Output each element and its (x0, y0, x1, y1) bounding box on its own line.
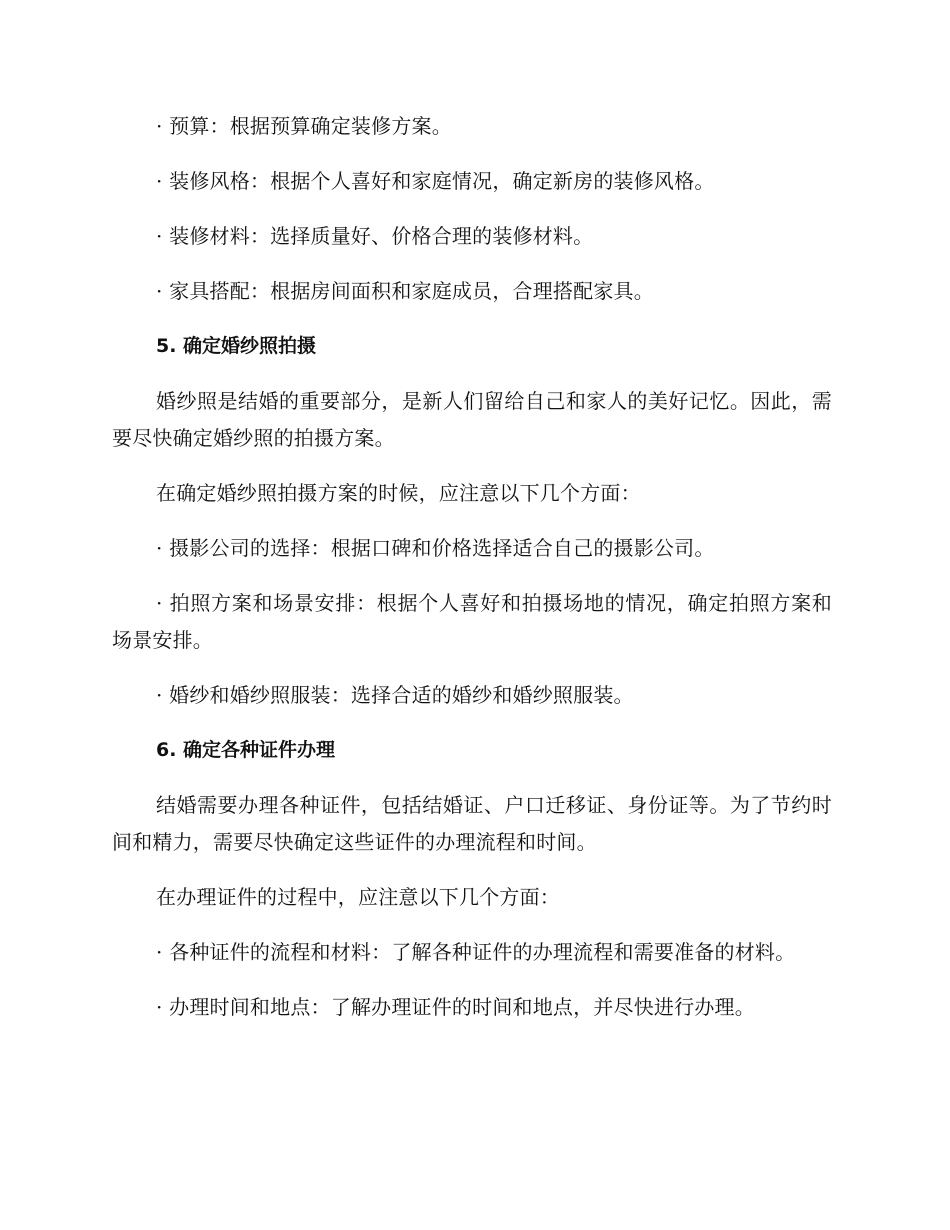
paragraph-wedding-photos-notes: 在确定婚纱照拍摄方案的时候，应注意以下几个方面： (156, 481, 641, 505)
paragraph-wedding-photos-intro: 婚纱照是结婚的重要部分，是新人们留给自己和家人的美好记忆。因此，需要尽快确定婚纱照的拍摄方案。 (112, 389, 832, 450)
paragraph-certificates-notes: 在办理证件的过程中，应注意以下几个方面： (156, 885, 560, 909)
bullet-budget: · 预算：根据预算确定装修方案。 (156, 114, 452, 138)
bullet-furniture: · 家具搭配：根据房间面积和家庭成员，合理搭配家具。 (156, 279, 654, 303)
bullet-certificate-time-place: · 办理时间和地点：了解办理证件的时间和地点，并尽快进行办理。 (156, 995, 755, 1019)
bullet-photo-studio: · 摄影公司的选择：根据口碑和价格选择适合自己的摄影公司。 (156, 536, 715, 560)
bullet-decoration-materials: · 装修材料：选择质量好、价格合理的装修材料。 (156, 224, 594, 248)
bullet-decoration-style: · 装修风格：根据个人喜好和家庭情况，确定新房的装修风格。 (156, 169, 715, 193)
section-heading-certificates: 6. 确定各种证件办理 (156, 739, 336, 761)
bullet-wedding-dress: · 婚纱和婚纱照服装：选择合适的婚纱和婚纱照服装。 (156, 683, 634, 707)
paragraph-certificates-intro: 结婚需要办理各种证件，包括结婚证、户口迁移证、身份证等。为了节约时间和精力，需要尽快确定这些证件的办理流程和时间。 (112, 793, 832, 854)
bullet-photo-plan: · 拍照方案和场景安排：根据个人喜好和拍摄场地的情况，确定拍照方案和场景安排。 (112, 591, 832, 652)
document-body (112, 108, 832, 1044)
section-heading-wedding-photos: 5. 确定婚纱照拍摄 (156, 335, 317, 357)
bullet-certificate-process: · 各种证件的流程和材料：了解各种证件的办理流程和需要准备的材料。 (156, 940, 796, 964)
